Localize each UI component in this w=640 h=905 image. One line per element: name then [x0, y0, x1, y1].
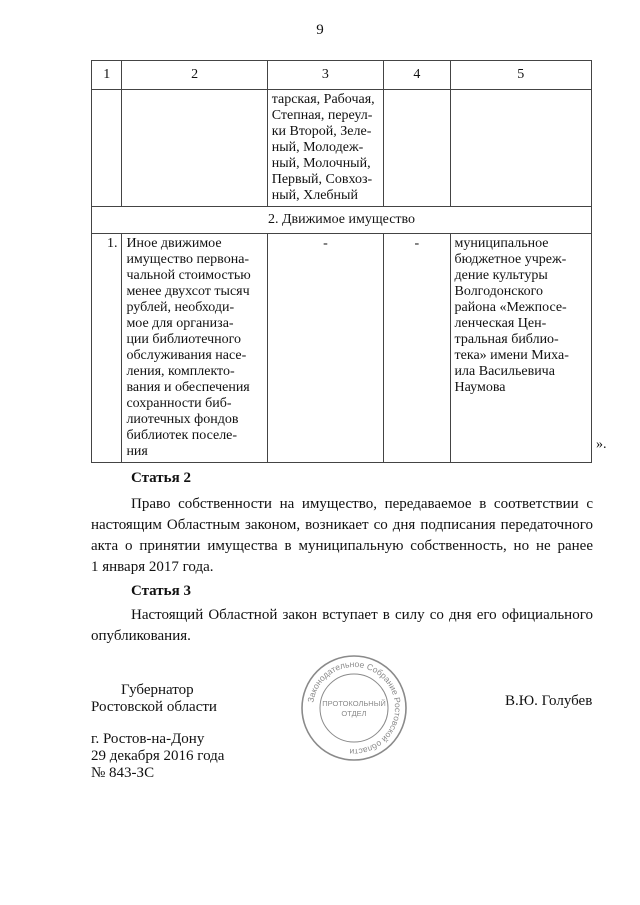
- text-line: ки Второй, Зеле-: [271, 124, 372, 139]
- text-line: Первый, Совхоз-: [271, 172, 373, 187]
- header-col-3: 3: [267, 61, 383, 90]
- text-line: тральная библио-: [454, 332, 559, 347]
- table-section-row: [92, 207, 592, 234]
- dash-cell: -: [384, 234, 450, 463]
- header-col-1: 1: [92, 61, 122, 90]
- text-line: мое для организа-: [126, 316, 234, 331]
- signing-place: г. Ростов-на-Дону: [91, 731, 205, 747]
- text-line: муниципальное: [454, 236, 549, 251]
- seal-inner-text-1: ПРОТОКОЛЬНЫЙ: [322, 699, 386, 708]
- text-line: Степная, переул-: [271, 108, 373, 123]
- text-line: лиотечных фондов: [126, 412, 239, 427]
- stamp-seal: [299, 653, 409, 763]
- text-line: ный, Молочный,: [271, 156, 371, 171]
- signer-position-line-1: Губернатор: [121, 682, 194, 698]
- signer-name: В.Ю. Голубев: [505, 693, 593, 709]
- text-line: ции библиотечного: [126, 332, 242, 347]
- text-line: менее двухсот тысяч: [126, 284, 250, 299]
- table-row-continuation: [92, 90, 592, 207]
- text-line: ный, Хлебный: [271, 188, 358, 203]
- text-line: тарская, Рабочая,: [271, 92, 375, 107]
- table-header-row: [92, 61, 592, 90]
- seal-outer-ring: [302, 656, 406, 760]
- text-line: дение культуры: [454, 268, 548, 283]
- text-line: Иное движимое: [126, 236, 222, 251]
- text-line: обслуживания насе-: [126, 348, 247, 363]
- text-line: бюджетное учреж-: [454, 252, 567, 267]
- text-line: опубликования.: [91, 628, 191, 644]
- holder-cell: [450, 234, 591, 463]
- seal-inner-text-2: ОТДЕЛ: [341, 709, 367, 718]
- header-col-4: 4: [384, 61, 450, 90]
- article-2-title: Статья 2: [131, 470, 191, 486]
- section-title: 2. Движимое имущество: [92, 207, 592, 234]
- header-col-2: 2: [122, 61, 267, 90]
- article-3-title: Статья 3: [131, 583, 191, 599]
- cell-empty: [122, 90, 267, 207]
- streets-cell: [267, 90, 383, 207]
- text-line: настоящим Областным законом, возникает со дня подписания передаточного: [91, 517, 593, 533]
- row-number: 1.: [92, 234, 122, 463]
- text-line: ния: [126, 444, 148, 459]
- dash-cell: -: [267, 234, 383, 463]
- signing-date: 29 декабря 2016 года: [91, 748, 225, 764]
- text-line: чальной стоимостью: [126, 268, 251, 283]
- text-line: района «Межпосе-: [454, 300, 567, 315]
- seal-inner-ring: [320, 674, 388, 742]
- text-line: имущество первона-: [126, 252, 250, 267]
- signer-position-line-2: Ростовской области: [91, 699, 217, 715]
- property-table: [91, 60, 592, 463]
- article-2-text: [91, 494, 593, 578]
- law-number: № 843-ЗС: [91, 765, 155, 781]
- cell-empty: [384, 90, 450, 207]
- text-line: сохранности биб-: [126, 396, 232, 411]
- text-line: Наумова: [454, 380, 506, 395]
- header-col-5: 5: [450, 61, 591, 90]
- text-line: ленческая Цен-: [454, 316, 547, 331]
- text-line: рублей, необходи-: [126, 300, 235, 315]
- property-name-cell: [122, 234, 267, 463]
- text-line: тека» имени Миха-: [454, 348, 569, 363]
- text-line: ный, Молодеж-: [271, 140, 364, 155]
- text-line: ила Васильевича: [454, 364, 555, 379]
- text-line: библиотек поселе-: [126, 428, 238, 443]
- text-line: 1 января 2017 года.: [91, 559, 214, 575]
- text-line: акта о принятии имущества в муниципальную собственность, но не ранее: [91, 538, 593, 554]
- cell-empty: [92, 90, 122, 207]
- seal-ring-text: Законодательное Собрание Ростовской области: [305, 658, 404, 758]
- table-row: [92, 234, 592, 463]
- cell-empty: [450, 90, 591, 207]
- text-line: ления, комплекто-: [126, 364, 235, 379]
- article-3-text: [91, 605, 593, 647]
- text-line: Настоящий Областной закон вступает в силу со дня его официального: [131, 607, 593, 623]
- text-line: Право собственности на имущество, передаваемое в соответствии с: [131, 496, 593, 512]
- closing-quote: ».: [596, 437, 607, 452]
- page-number: 9: [316, 22, 324, 38]
- text-line: Волгодонского: [454, 284, 543, 299]
- text-line: вания и обеспечения: [126, 380, 250, 395]
